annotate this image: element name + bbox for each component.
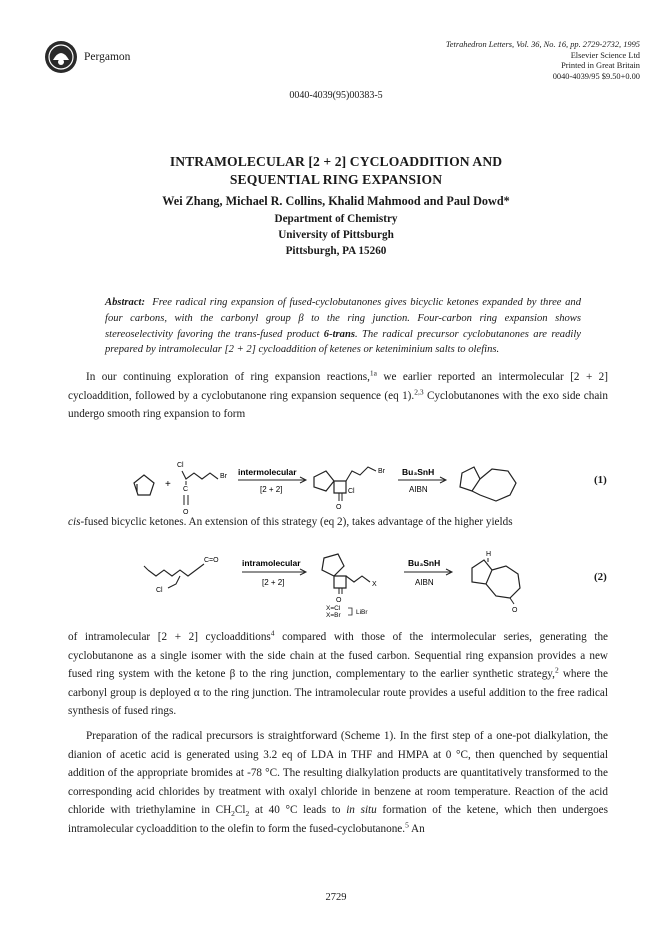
eq2-o2-label: O bbox=[512, 607, 518, 614]
eq2-arrow2-bottom: AIBN bbox=[415, 578, 434, 587]
abstract-text-2: . The radical precursor cyclobutanones are readily prepared by intramolecular [2 + 2] cycloaddition of ketenes or keteniminium salts to olefins. bbox=[105, 328, 581, 356]
paragraph-1 bbox=[68, 368, 608, 424]
abstract-text-1: Free radical ring expansion of fused-cyclobutanones gives bicyclic ketones expanded by three and four carbons, with the carbonyl group β to the ring junction. Four-carbon ring expansion shows stereoselectivity favoring the trans-fused product bbox=[105, 297, 582, 340]
abstract-compound: 6-trans bbox=[323, 328, 355, 340]
eq1-cl-label: Cl bbox=[177, 462, 184, 469]
eq1-arrow-2 bbox=[398, 477, 446, 483]
p3-text-a: of intramolecular [2 + 2] cycloadditions bbox=[68, 631, 271, 643]
p4-text-d: formation of the ketene, which then undergoes intramolecular cycloaddition to the olefin to form the fused-cyclobutanone. bbox=[68, 804, 608, 835]
bicyclic-ketone-product bbox=[460, 467, 516, 501]
equation-1-number: (1) bbox=[594, 474, 607, 486]
p1-text-b: we earlier reported an intermolecular [2 + 2] cycloaddition, followed by a cyclobutanone ring expansion sequence (eq 1). bbox=[68, 371, 608, 402]
p4-ref-1: 5 bbox=[405, 819, 409, 829]
affiliation bbox=[0, 211, 672, 259]
eq1-br-label: Br bbox=[220, 473, 227, 480]
eq2-libr-label: LiBr bbox=[356, 609, 368, 616]
p1-ref-2: 2,3 bbox=[414, 386, 424, 396]
abstract-label: Abstract: bbox=[105, 297, 146, 308]
p2-text: -fused bicyclic ketones. An extension of this strategy (eq 2), takes advantage of the higher yields bbox=[80, 516, 513, 528]
eq1-plus: + bbox=[165, 479, 171, 490]
eq2-bicyclic-ketone-product bbox=[472, 560, 520, 598]
p1-ref-1: 1a bbox=[369, 368, 377, 378]
p4-text-c: at 40 °C leads to bbox=[249, 804, 347, 816]
p1-text-c: Cyclobutanones with the exo side chain undergo smooth ring expansion to form bbox=[68, 389, 608, 420]
journal-info bbox=[446, 40, 640, 82]
paragraph-4 bbox=[68, 727, 608, 838]
equation-2-scheme bbox=[120, 548, 540, 618]
eq2-arrow-2 bbox=[404, 569, 452, 575]
eq1-o2-label: O bbox=[336, 504, 342, 511]
eq1-c-label: C bbox=[183, 486, 189, 493]
eq1-arrow1-bottom: [2 + 2] bbox=[260, 485, 283, 494]
equation-1-scheme bbox=[120, 455, 540, 515]
affiliation-univ: University of Pittsburgh bbox=[278, 229, 394, 241]
paragraph-3 bbox=[68, 628, 608, 721]
eq1-arrow1-top: intermolecular bbox=[238, 467, 297, 477]
p3-text-c: where the carbonyl group is deployed α to the ring junction. The intramolecular route provides a useful addition to the free radical synthesis of fused rings. bbox=[68, 668, 608, 717]
journal-printed: Printed in Great Britain bbox=[561, 61, 640, 71]
equation-2-number: (2) bbox=[594, 571, 607, 583]
eq2-cl-label: Cl bbox=[156, 587, 163, 594]
ketene-chain bbox=[182, 471, 218, 479]
eq2-arrow1-top: intramolecular bbox=[242, 558, 301, 568]
eq2-ketene-label: C=O bbox=[204, 557, 219, 564]
journal-price: 0040-4039/95 $9.50+0.00 bbox=[552, 71, 640, 81]
publisher-name: Pergamon bbox=[84, 51, 131, 63]
publisher-block bbox=[44, 40, 130, 74]
bicyclic-cyclobutanone bbox=[314, 471, 346, 493]
eq2-h-label: H bbox=[486, 551, 492, 558]
eq1-cl2-label: Cl bbox=[348, 488, 355, 495]
eq1-br2-label: Br bbox=[378, 468, 385, 475]
paper-title bbox=[60, 153, 612, 189]
eq2-xbr-label: X=Br bbox=[326, 612, 341, 618]
pergamon-logo bbox=[44, 40, 78, 74]
p4-italic: in situ bbox=[346, 804, 377, 816]
eq1-o-label: O bbox=[183, 509, 189, 515]
p4-sub-1: 2 bbox=[231, 809, 235, 819]
eq2-o-label: O bbox=[336, 597, 342, 604]
p1-text-a: In our continuing exploration of ring expansion reactions, bbox=[86, 371, 370, 383]
authors: Wei Zhang, Michael R. Collins, Khalid Mahmood and Paul Dowd* bbox=[162, 194, 510, 208]
journal-publisher: Elsevier Science Ltd bbox=[570, 50, 640, 60]
p4-text-b: Cl bbox=[234, 804, 246, 816]
p3-ref-2: 2 bbox=[554, 665, 559, 675]
affiliation-dept: Department of Chemistry bbox=[274, 213, 398, 225]
eq2-arrow-1 bbox=[242, 569, 306, 575]
affiliation-city: Pittsburgh, PA 15260 bbox=[285, 245, 387, 257]
p4-text-a: Preparation of the radical precursors is straightforward (Scheme 1). In the first step of a one-pot dialkylation, the dianion of acetic acid is generated using 3.2 eq of LDA in THF and HMPA at 0 °C, then quenched by sequential addition of the appropriate bromides at -78 °C. The resulting dialkylation products are quantitatively transformed to the corresponding acid chlorides by treatment with oxalyl chloride in benzene at room temperature. Reaction of the acid chloride with triethylamine in CH bbox=[68, 730, 608, 816]
eq2-bicyclic-cyclobutanone bbox=[322, 554, 346, 588]
page-number: 2729 bbox=[325, 892, 347, 903]
title-line-2: SEQUENTIAL RING EXPANSION bbox=[229, 172, 443, 187]
eq2-x-label: X bbox=[372, 581, 377, 588]
ketene-olefin-chain bbox=[148, 564, 204, 576]
eq2-xcl-label: X=Cl bbox=[326, 605, 341, 612]
title-line-1: INTRAMOLECULAR [2 + 2] CYCLOADDITION AND bbox=[169, 154, 503, 169]
p4-sub-2: 2 bbox=[245, 809, 250, 819]
doi-code: 0040-4039(95)00383-5 bbox=[289, 90, 383, 101]
eq1-arrow2-top: Bu₃SnH bbox=[402, 467, 435, 477]
p3-ref-1: 4 bbox=[270, 628, 275, 638]
eq1-arrow-1 bbox=[238, 477, 306, 483]
eq2-arrow2-top: Bu₃SnH bbox=[408, 558, 441, 568]
journal-citation: Tetrahedron Letters, Vol. 36, No. 16, pp. 2729-2732, 1995 bbox=[445, 40, 640, 49]
abstract bbox=[105, 295, 581, 358]
p4-text-e: An bbox=[408, 822, 425, 835]
paragraph-2 bbox=[68, 513, 608, 532]
eq1-arrow2-bottom: AIBN bbox=[409, 485, 428, 494]
p2-italic: cis bbox=[68, 516, 81, 528]
p3-text-b: compared with those of the intermolecular series, generating the cyclobutanone as a single isomer with the side chain at the fused carbon. Sequential ring expansion provides a new fused ring system with the ketone β to the ring junction, complementary to the earlier synthetic strategy, bbox=[68, 631, 608, 680]
eq2-arrow1-bottom: [2 + 2] bbox=[262, 578, 285, 587]
